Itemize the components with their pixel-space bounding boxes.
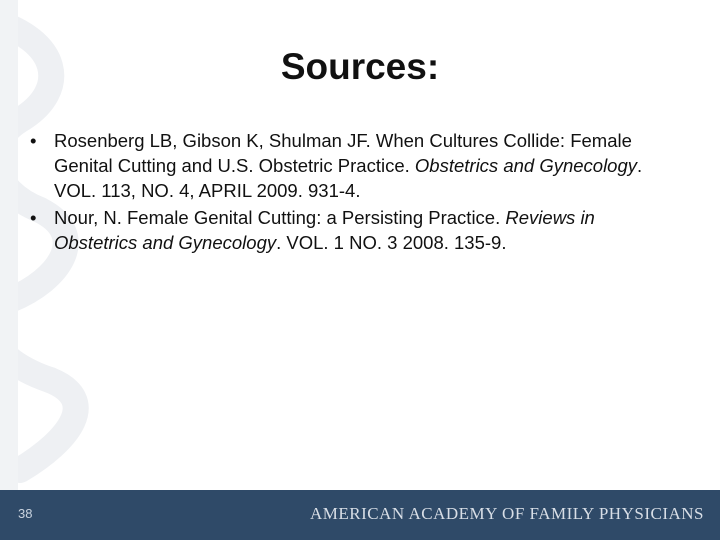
reference-item: [28, 205, 668, 255]
reference-text: Rosenberg LB, Gibson K, Shulman JF. When Cultures Collide: Female Genital Cutting and U.S. Obstetric Practice.: [54, 130, 632, 176]
slide-title: Sources:: [280, 46, 440, 87]
reference-item: [28, 128, 668, 203]
bullet: •: [30, 130, 37, 151]
reference-list: [28, 128, 668, 257]
reference-journal: Obstetrics and Gynecology: [414, 155, 638, 176]
reference-text: Nour, N. Female Genital Cutting: a Persisting Practice.: [54, 207, 506, 228]
reference-journal: Reviews in Obstetrics and Gynecology: [54, 207, 595, 253]
page-number: 38: [18, 506, 33, 521]
reference-details: . VOL. 113, NO. 4, APRIL 2009. 931-4.: [54, 155, 643, 201]
reference-details: . VOL. 1 NO. 3 2008. 135-9.: [276, 232, 507, 253]
footer-bar: [0, 490, 720, 540]
bullet: •: [30, 207, 37, 228]
organization-logo: AMERICAN ACADEMY OF FAMILY PHYSICIANS: [310, 504, 704, 523]
